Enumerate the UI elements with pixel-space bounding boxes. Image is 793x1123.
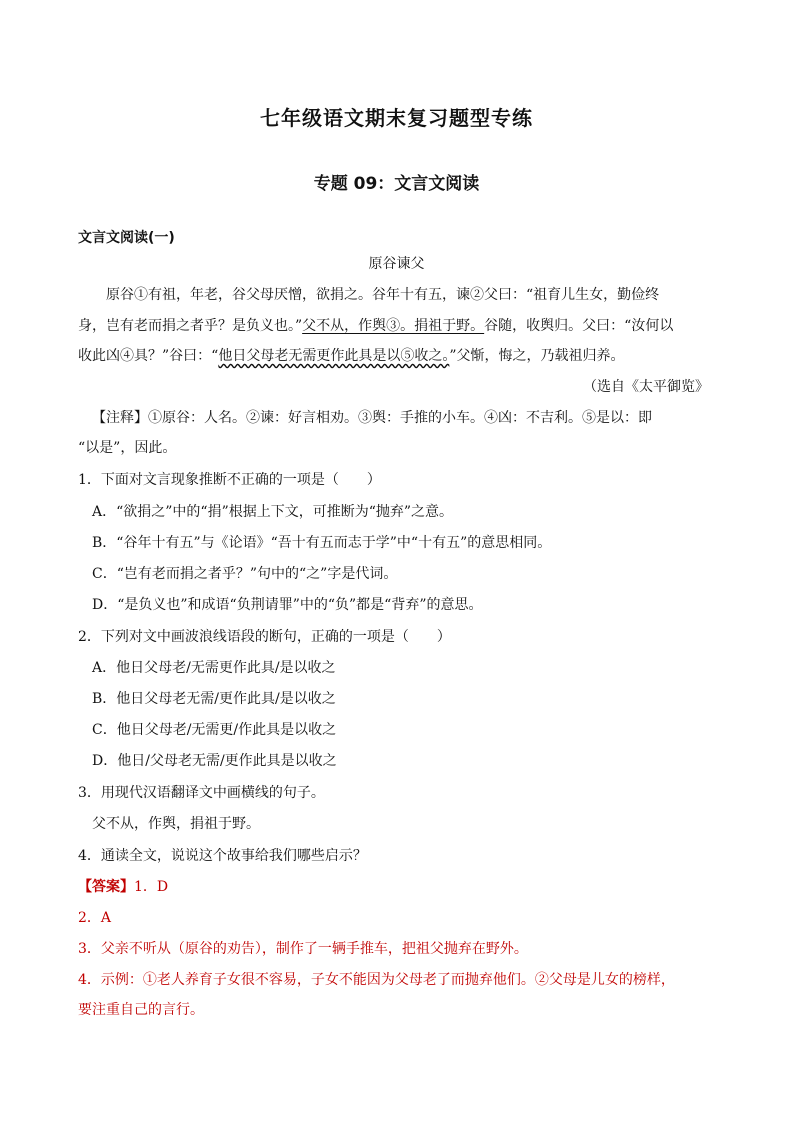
answer-2: 2．A — [78, 910, 112, 926]
section-title: 文言文阅读(一) — [78, 230, 175, 246]
notes-line-2: “以是”，因此。 — [78, 440, 177, 456]
page-subtitle: 专题 09：文言文阅读 — [313, 174, 480, 194]
answer-text: 1．D — [134, 879, 169, 895]
question-3-sentence: 父不从，作舆，捐祖于野。 — [92, 816, 260, 832]
underlined-sentence: 父不从，作舆③。捐祖于野。 — [302, 318, 485, 334]
passage-text: 收此凶④具？”谷曰：“ — [78, 348, 219, 364]
passage-source: （选自《太平御览》 — [583, 379, 709, 395]
question-3: 3．用现代汉语翻译文中画横线的句子。 — [78, 785, 325, 801]
answer-4: 4．示例：①老人养育子女很不容易，子女不能因为父母老了而抛弃他们。②父母是儿女的榜样， — [78, 972, 675, 988]
question-2: 2．下列对文中画波浪线语段的断句，正确的一项是（ ） — [78, 629, 451, 645]
question-1-option-a: A．“欲捐之”中的“捐”根据上下文，可推断为“抛弃”之意。 — [92, 504, 454, 520]
page-title: 七年级语文期末复习题型专练 — [260, 106, 533, 130]
answer-label: 【答案】 — [78, 879, 134, 895]
answer-1 — [78, 877, 168, 897]
question-2-option-a: A．他日父母老/无需更作此具/是以收之 — [92, 660, 336, 676]
answer-4-continued: 要注重自己的言行。 — [78, 1002, 204, 1018]
question-1: 1．下面对文言现象推断不正确的一项是（ ） — [78, 472, 381, 488]
wavy-underlined-sentence: 他日父母老无需更作此具是以⑤收之。 — [218, 348, 450, 364]
question-2-option-b: B．他日父母老无需/更作此具/是以收之 — [92, 691, 336, 707]
passage-line-2 — [78, 316, 673, 336]
question-4: 4．通读全文，说说这个故事给我们哪些启示？ — [78, 848, 367, 864]
passage-title: 原谷谏父 — [368, 256, 425, 272]
passage-line-1: 原谷①有祖，年老，谷父母厌憎，欲捐之。谷年十有五，谏②父曰：“祖育儿生女，勤俭终 — [106, 287, 660, 303]
passage-line-3 — [78, 346, 625, 366]
question-1-option-c: C．“岂有老而捐之者乎？”句中的“之”字是代词。 — [92, 566, 398, 582]
question-1-option-d: D．“是负义也”和成语“负荆请罪”中的“负”都是“背弃”的意思。 — [92, 597, 483, 613]
question-1-option-b: B．“谷年十有五”与《论语》“吾十有五而志于学”中“十有五”的意思相同。 — [92, 535, 552, 551]
notes-line-1: 【注释】①原谷：人名。②谏：好言相劝。③舆：手推的小车。④凶：不吉利。⑤是以：即 — [92, 410, 652, 426]
passage-text: 身，岂有老而捐之者乎？是负义也。” — [78, 318, 303, 334]
passage-text: 谷随，收舆归。父曰：“汝何以 — [484, 318, 674, 334]
question-2-option-d: D．他日/父母老无需/更作此具是以收之 — [92, 753, 337, 769]
question-2-option-c: C．他日父母老/无需更/作此具是以收之 — [92, 722, 337, 738]
answer-3: 3．父亲不听从（原谷的劝告），制作了一辆手推车，把祖父抛弃在野外。 — [78, 941, 528, 957]
passage-text: ”父惭，悔之，乃载祖归养。 — [449, 348, 625, 364]
